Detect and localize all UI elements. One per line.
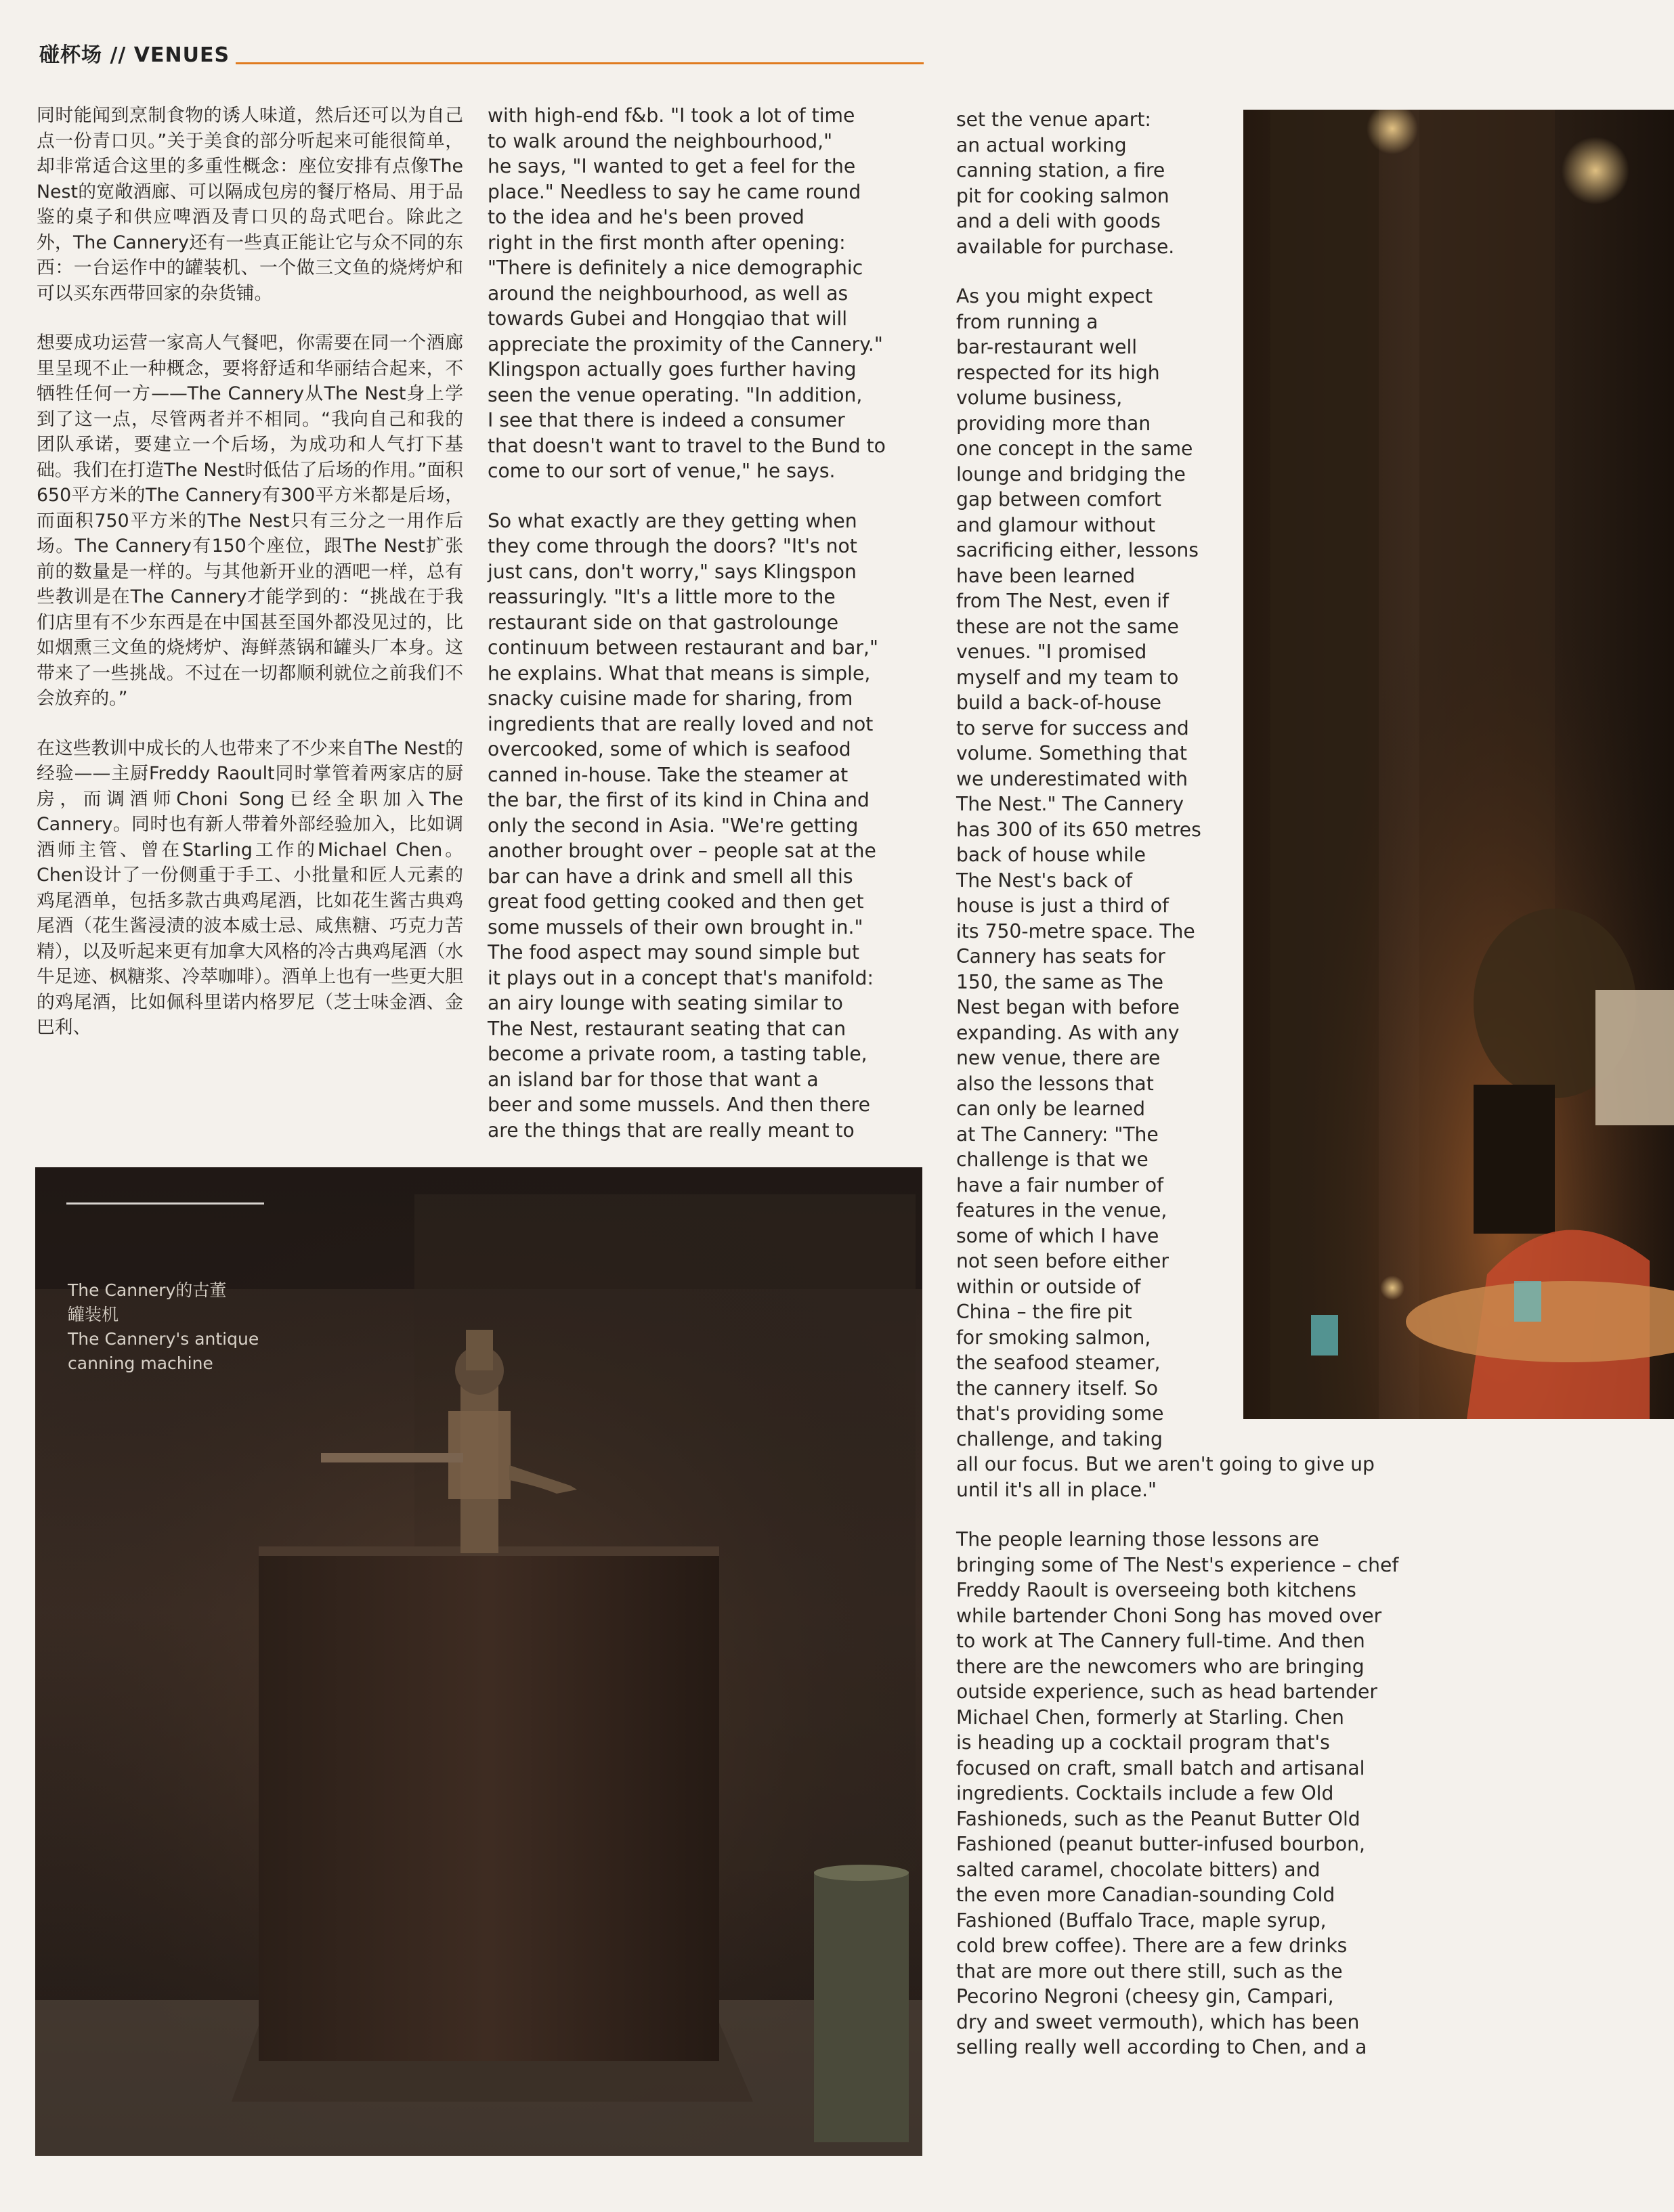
zh-paragraph-3: 在这些教训中成长的人也带来了不少来自The Nest的经验——主厨Freddy Raoult同时掌管着两家店的厨房，而调酒师Choni Song已经全职加入The Cannery。同时也有新人带着外部经验加入，比如调酒师主管、曾在Starling工作的Michael Chen。Chen设计了一份侧重于手工、小批量和匠人元素的鸡尾酒单，包括多款古典鸡尾酒，比如花生酱古典鸡尾酒（花生酱浸渍的波本威士忌、咸焦糖、巧克力苦精），以及听起来更有加拿大风格的冷古典鸡尾酒（水牛足迹、枫糖浆、冷萃咖啡）。酒单上也有一些更大胆的鸡尾酒，比如佩科里诺内格罗尼（芝士味金酒、金巴利、 — [37, 737, 463, 1038]
header-rule — [236, 62, 924, 64]
photo-caption — [68, 1278, 259, 1376]
zh-paragraph-2: 想要成功运营一家高人气餐吧，你需要在同一个酒廊里呈现不止一种概念，要将舒适和华丽结合起来，不牺牲任何一方——The Cannery从The Nest身上学到了这一点，尽管两者并不相同。“我向自己和我的团队承诺，要建立一个后场，为成功和人气打下基础。我们在打造The Nest时低估了后场的作用。”面积650平方米的The Cannery有300平方米都是后场，而面积750平方米的The Nest只有三分之一用作后场。The Cannery有150个座位，跟The Nest扩张前的数量是一样的。与其他新开业的酒吧一样，总有些教训是在The Cannery才能学到的：“挑战在于我们店里有不少东西是在中国甚至国外都没见过的，比如烟熏三文鱼的烧烤炉、海鲜蒸锅和罐头厂本身。这带来了一些挑战。不过在一切都顺利就位之前我们不会放弃的。” — [37, 332, 463, 709]
page-header — [39, 38, 926, 68]
caption-zh-line-1: The Cannery的古董 — [68, 1280, 227, 1300]
restaurant-interior-photo — [1243, 110, 1674, 1419]
en3-paragraph-2: As you might expect from running a bar-restaurant well respected for its high volume business, providing more than one concept in the same lounge and bridging the gap between comfort and glamour without sacrificing either, lessons have been learned from The Nest, even if these are not the same venues. "I promised myself and my team to build a back-of-house to serve for success and volume. Something that we underestimated with The Nest." The Cannery has 300 of its 650 metres back of house while The Nest's back of house is just a third of its 750-metre space. The Cannery has seats for 150, the same as The Nest began with before expanding. As with any new venue, there are also the lessons that can only be learned at The Cannery: "The challenge is that we have a fair number of features in the venue, some of which I have not seen before either within or outside of China – the fire pit for smoking salmon, the seafood steamer, the cannery itself. So that's providing some challenge, and taking — [956, 285, 1201, 1450]
en3-paragraph-3: The people learning those lessons are bringing some of The Nest's experience – chef Freddy Raoult is overseeing both kitchens while bartender Choni Song has moved over to work at The Cannery full-time. And then there are the newcomers who are bringing outside experience, such as head bartender Michael Chen, formerly at Starling. Chen is heading up a cocktail program that's focused on craft, small batch and artisanal ingredients. Cocktails include a few Old Fashioneds, such as the Peanut Butter Old Fashioned (peanut butter-infused bourbon, salted caramel, chocolate bitters) and the even more Canadian-sounding Cold Fashioned (Buffalo Trace, maple syrup, cold brew coffee). There are a few drinks that are more out there still, such as the Pecorino Negroni (cheesy gin, Campari, dry and sweet vermouth), which has been selling really well according to Chen, and a — [956, 1528, 1399, 2058]
en2-paragraph-1: with high-end f&b. "I took a lot of time to walk around the neighbourhood," he says, "I wanted to get a feel for the place." Needless to say he came round to the idea and he's been proved right in the first month after opening: "There is definitely a nice demographic around the neighbourhood, as well as towards Gubei and Hongqiao that will appreciate the proximity of the Cannery." Klingspon actually goes further having seen the venue operating. "In addition, I see that there is indeed a consumer that doesn't want to travel to the Bund to come to our sort of venue," he says. — [488, 104, 886, 482]
section-label: 碰杯场 // VENUES — [39, 43, 230, 67]
en2-paragraph-2: So what exactly are they getting when they come through the doors? "It's not just cans, don't worry," says Klingspon reassuringly. "It's a little more to the restaurant side on that gastrolounge continuum between restaurant and bar," he explains. What that means is simple, snacky cuisine made for sharing, from ingredients that are really loved and not overcooked, some of which is seafood canned in-house. Take the steamer at the bar, the first of its kind in China and only the second in Asia. "We're getting another brought over – people sat at the bar can have a drink and smell all this great food getting cooked and then get some mussels of their own brought in." The food aspect may sound simple but it plays out in a concept that's manifold: an airy lounge with seating similar to The Nest, restaurant seating that can become a private room, a tasting table, an island bar for those that want a beer and some mussels. And then there are the things that are really meant to — [488, 509, 878, 1142]
english-column-middle — [488, 103, 928, 1167]
en3-paragraph-2-tail: all our focus. But we aren't going to give up until it's all in place." — [956, 1453, 1375, 1501]
caption-en-line-1: The Cannery's antique — [68, 1329, 259, 1349]
restaurant-interior-illustration — [1243, 110, 1674, 1419]
chinese-column — [37, 103, 463, 1065]
zh-paragraph-1: 同时能闻到烹制食物的诱人味道，然后还可以为自己点一份青口贝。”关于美食的部分听起来可能很简单，却非常适合这里的多重性概念：座位安排有点像The Nest的宽敞酒廊、可以隔成包房的餐厅格局、用于品鉴的桌子和供应啤酒及青口贝的岛式吧台。除此之外，The Cannery还有一些真正能让它与众不同的东西：一台运作中的罐装机、一个做三文鱼的烧烤炉和可以买东西带回家的杂货铺。 — [37, 105, 463, 304]
en3-paragraph-1: set the venue apart: an actual working canning station, a fire pit for cooking salmon and a deli with goods available for purchase. — [956, 108, 1175, 258]
caption-zh-line-2: 罐装机 — [68, 1305, 119, 1324]
caption-en-line-2: canning machine — [68, 1353, 213, 1373]
